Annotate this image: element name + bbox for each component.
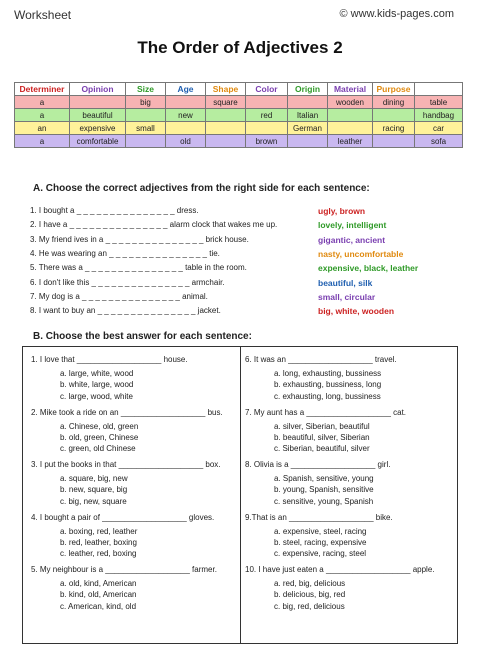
worksheet-label: Worksheet [14, 8, 72, 22]
answer-option: b. white, large, wood [60, 380, 134, 390]
answer-option: a. Chinese, old, green [60, 421, 139, 431]
question-item [245, 459, 455, 507]
table-cell [373, 109, 415, 122]
answer-option: b. exhausting, bussiness, long [274, 380, 382, 390]
answer-choice: lovely, intelligent [318, 220, 387, 231]
answer-option: c. exhausting, long, bussiness [274, 391, 381, 401]
question-stem: 4. I bought a pair of ___________________ gloves. [31, 512, 215, 522]
question-stem: 10. I have just eaten a ___________________ apple. [245, 565, 435, 574]
table-cell: a [15, 135, 70, 148]
table-cell [206, 122, 246, 135]
table-cell [126, 135, 166, 148]
table-cell: comfortable [70, 135, 126, 148]
table-header-cell: Origin [288, 83, 328, 96]
question-stem: 1. I love that ___________________ house. [31, 355, 188, 364]
table-cell: beautiful [70, 109, 126, 122]
section-b-heading: B. Choose the best answer for each sentence: [33, 331, 252, 342]
table-cell: an [15, 122, 70, 135]
answer-option: c. big, red, delicious [274, 601, 345, 611]
copyright-text: © www.kids-pages.com [339, 8, 454, 20]
answer-option: a. long, exhausting, bussiness [274, 369, 382, 379]
table-row [15, 122, 463, 135]
section-a-heading: A. Choose the correct adjectives from the right side for each sentence: [33, 183, 370, 194]
question-item [245, 512, 455, 560]
sentence-item: 8. I want to buy an _ _ _ _ _ _ _ _ _ _ _ _ _ _ _ jacket. [30, 306, 221, 316]
table-cell: new [166, 109, 206, 122]
sentence-item: 7. My dog is a _ _ _ _ _ _ _ _ _ _ _ _ _ _ _ animal. [30, 291, 208, 301]
table-cell: car [415, 122, 463, 135]
table-cell [206, 109, 246, 122]
answer-choice: gigantic, ancient [318, 234, 386, 245]
table-cell [288, 135, 328, 148]
question-item [31, 512, 236, 560]
table-header-row [15, 83, 463, 96]
table-cell [328, 109, 373, 122]
question-stem: 8. Olivia is a ___________________ girl. [245, 460, 391, 469]
table-cell: dining [373, 96, 415, 109]
answer-option: b. new, square, big [60, 485, 128, 495]
answer-choice: big, white, wooden [318, 306, 395, 317]
sentence-item: 6. I don't like this _ _ _ _ _ _ _ _ _ _ _ _ _ _ _ armchair. [30, 277, 225, 287]
table-cell: Italian [288, 109, 328, 122]
answer-option: c. big, new, square [60, 496, 127, 506]
sentence-item: 2. I have a _ _ _ _ _ _ _ _ _ _ _ _ _ _ _ alarm clock that wakes me up. [30, 220, 278, 230]
answer-option: a. red, big, delicious [274, 579, 346, 589]
answer-option: b. old, green, Chinese [60, 432, 139, 442]
table-cell [166, 96, 206, 109]
question-item [245, 407, 455, 455]
table-row [15, 96, 463, 109]
table-header-cell: Age [166, 83, 206, 96]
question-item [245, 564, 455, 612]
answer-option: a. silver, Siberian, beautiful [274, 421, 370, 431]
answer-option: b. delicious, big, red [274, 590, 346, 600]
page-title: The Order of Adjectives 2 [137, 38, 343, 57]
answer-choice: small, circular [318, 291, 376, 302]
question-stem: 5. My neighbour is a ___________________ farmer. [31, 565, 217, 574]
table-header-cell: Purpose [373, 83, 415, 96]
table-cell: a [15, 96, 70, 109]
table-cell [206, 135, 246, 148]
table-cell [246, 122, 288, 135]
table-cell [328, 122, 373, 135]
answer-option: c. large, wood, white [60, 391, 133, 401]
table-header-cell: Size [126, 83, 166, 96]
table-cell: small [126, 122, 166, 135]
answer-choice: ugly, brown [318, 206, 366, 216]
sentence-item: 4. He was wearing an _ _ _ _ _ _ _ _ _ _ _ _ _ _ _ tie. [30, 248, 220, 258]
answer-option: b. beautiful, silver, Siberian [274, 432, 370, 442]
section-b-divider [240, 346, 241, 644]
table-cell [288, 96, 328, 109]
question-item [31, 407, 236, 455]
table-cell: square [206, 96, 246, 109]
answer-option: b. kind, old, American [60, 590, 137, 600]
question-item [245, 354, 455, 402]
table-cell [373, 135, 415, 148]
answer-option: a. large, white, wood [60, 369, 134, 379]
question-stem: 9.That is an ___________________ bike. [245, 512, 393, 522]
answer-option: a. old, kind, American [60, 579, 137, 589]
answer-option: b. young, Spanish, sensitive [274, 485, 374, 495]
answer-option: c. Siberian, beautiful, silver [274, 444, 370, 454]
table-cell [126, 109, 166, 122]
answer-option: c. leather, red, boxing [60, 549, 137, 559]
table-cell: old [166, 135, 206, 148]
answer-option: a. boxing, red, leather [60, 526, 138, 536]
sentence-item: 5. There was a _ _ _ _ _ _ _ _ _ _ _ _ _ _ _ table in the room. [30, 263, 247, 273]
table-cell: handbag [415, 109, 463, 122]
answer-option: b. steel, racing, expensive [274, 537, 367, 547]
table-cell: a [15, 109, 70, 122]
answer-option: c. expensive, racing, steel [274, 549, 367, 559]
question-item [31, 459, 236, 507]
question-stem: 3. I put the books in that ___________________ box. [31, 460, 221, 469]
answer-option: c. green, old Chinese [60, 444, 136, 454]
question-stem: 2. Mike took a ride on an ___________________ bus. [31, 407, 223, 417]
table-cell: expensive [70, 122, 126, 135]
answer-option: b. red, leather, boxing [60, 537, 137, 547]
table-cell: wooden [328, 96, 373, 109]
table-cell: big [126, 96, 166, 109]
table-cell: brown [246, 135, 288, 148]
table-cell: leather [328, 135, 373, 148]
answer-option: a. expensive, steel, racing [274, 526, 367, 536]
question-stem: 6. It was an ___________________ travel. [245, 355, 397, 364]
table-cell: sofa [415, 135, 463, 148]
question-stem: 7. My aunt has a ___________________ cat. [245, 407, 407, 417]
sentence-item: 1. I bought a _ _ _ _ _ _ _ _ _ _ _ _ _ _ _ dress. [30, 206, 199, 215]
answer-choice: beautiful, silk [318, 277, 373, 288]
table-cell: red [246, 109, 288, 122]
table-header-cell: Opinion [70, 83, 126, 96]
table-cell [166, 122, 206, 135]
table-cell [246, 96, 288, 109]
table-cell: German [288, 122, 328, 135]
table-cell: racing [373, 122, 415, 135]
table-header-cell: Determiner [15, 83, 70, 96]
table-row [15, 109, 463, 122]
table-row [15, 135, 463, 148]
table-header-cell [415, 83, 463, 96]
table-header-cell: Color [246, 83, 288, 96]
answer-option: c. sensitive, young, Spanish [274, 496, 374, 506]
question-item [31, 564, 236, 612]
question-item [31, 354, 236, 402]
table-header-cell: Material [328, 83, 373, 96]
answer-option: c. American, kind, old [60, 601, 137, 611]
answer-choice: nasty, uncomfortable [318, 248, 404, 259]
answer-option: a. Spanish, sensitive, young [274, 474, 374, 484]
sentence-item: 3. My friend ives in a _ _ _ _ _ _ _ _ _ _ _ _ _ _ _ brick house. [30, 234, 249, 244]
answer-choice: expensive, black, leather [318, 263, 419, 274]
table-cell [70, 96, 126, 109]
adjective-order-table [14, 82, 463, 148]
answer-option: a. square, big, new [60, 474, 128, 484]
table-header-cell: Shape [206, 83, 246, 96]
table-cell: table [415, 96, 463, 109]
